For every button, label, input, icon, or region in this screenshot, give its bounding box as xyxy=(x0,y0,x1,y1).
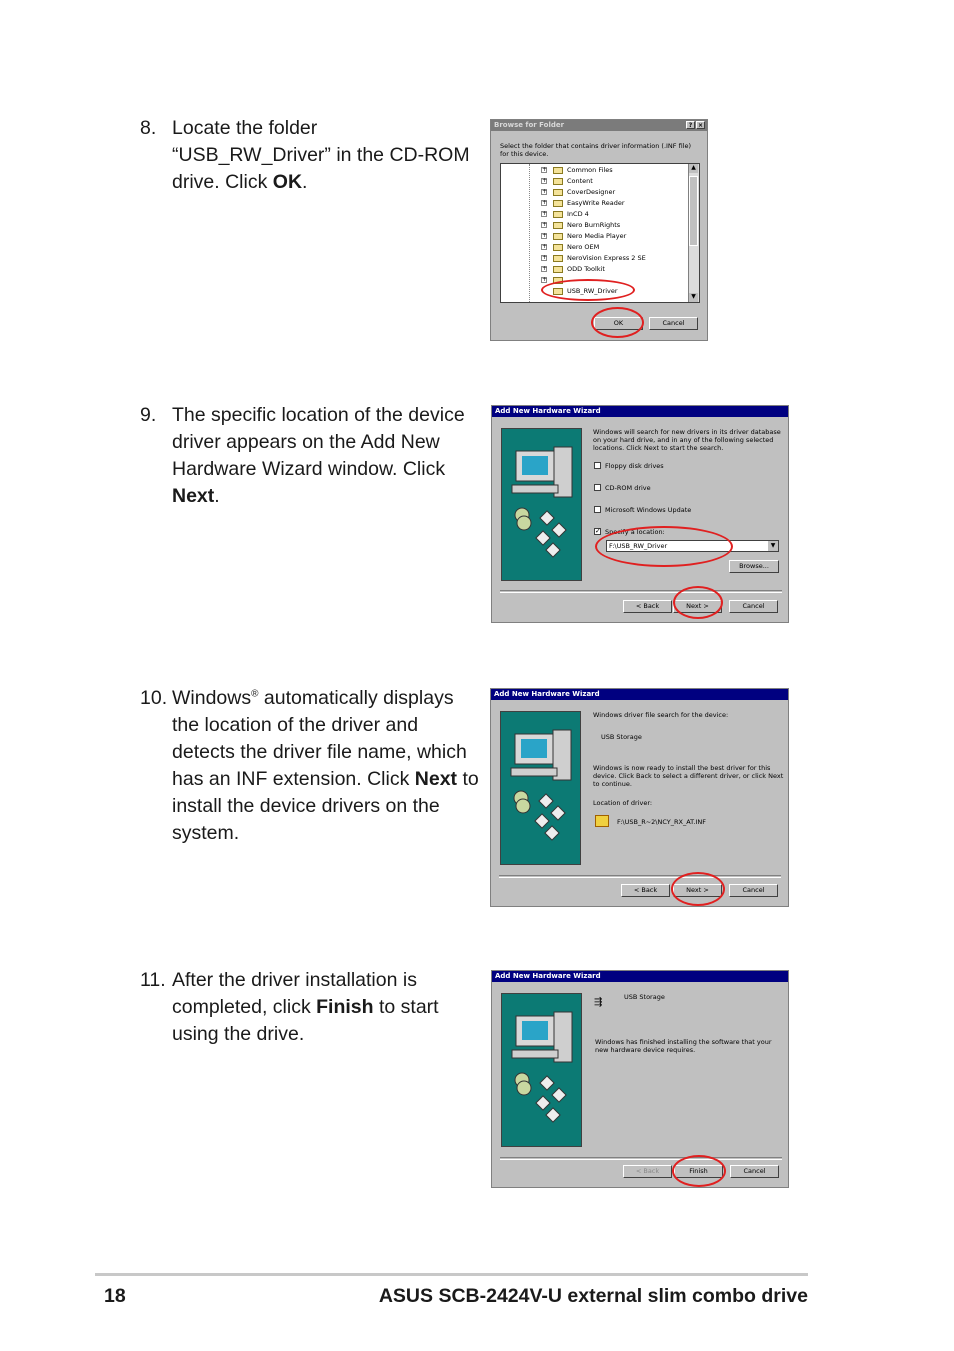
step-text: After the driver installation is completed, click Finish to start using the drive. xyxy=(172,969,439,1045)
tree-item[interactable]: NeroVision Express 2 SE xyxy=(567,254,646,262)
expand-icon[interactable]: + xyxy=(542,265,548,272)
dialog-instruction: Select the folder that contains driver information (.INF file) for this device. xyxy=(500,142,692,158)
highlight-circle xyxy=(671,872,725,906)
next-button[interactable]: Next > xyxy=(673,884,722,897)
expand-icon[interactable]: + xyxy=(542,210,548,217)
wizard-line: Windows driver file search for the device: xyxy=(593,711,729,719)
scroll-up-icon[interactable]: ▲ xyxy=(689,164,698,173)
option-label: Specify a location: xyxy=(605,528,665,536)
highlight-circle xyxy=(595,526,733,567)
cancel-button[interactable]: Cancel xyxy=(649,317,698,330)
floppy-checkbox[interactable] xyxy=(594,462,601,469)
location-label: Location of driver: xyxy=(593,799,653,807)
scroll-thumb[interactable] xyxy=(689,176,698,246)
step-number: 10. xyxy=(140,687,168,709)
expand-icon[interactable]: + xyxy=(542,254,548,261)
expand-icon[interactable]: + xyxy=(542,199,548,206)
manual-title: ASUS SCB-2424V-U external slim combo drive xyxy=(378,1285,808,1307)
highlight-circle xyxy=(591,307,644,338)
tree-item[interactable]: Nero Media Player xyxy=(567,232,627,240)
finish-button[interactable]: Finish xyxy=(674,1165,723,1178)
cancel-button[interactable]: Cancel xyxy=(729,600,778,613)
wizard-line: Windows is now ready to install the best driver for this device. Click Back to select a different driver, or click Next to continue. xyxy=(593,764,784,788)
finish-message: Windows has finished installing the software that your new hardware device requires. xyxy=(595,1038,772,1054)
back-button[interactable]: < Back xyxy=(621,884,670,897)
location-path: F:\USB_R~2\NCY_RX_AT.INF xyxy=(617,818,706,826)
help-button[interactable]: ? xyxy=(686,121,695,129)
step-text: Locate the folder “USB_RW_Driver” in the CD-ROM drive. Click OK. xyxy=(172,117,470,193)
step-10 xyxy=(140,685,480,847)
folder-icon xyxy=(553,211,563,218)
option-label: CD-ROM drive xyxy=(605,484,651,492)
divider xyxy=(500,590,782,593)
folder-icon xyxy=(553,178,563,185)
tree-item[interactable]: InCD 4 xyxy=(567,210,589,218)
folder-icon xyxy=(553,167,563,174)
highlight-circle xyxy=(673,586,723,619)
tree-item[interactable]: Nero OEM xyxy=(567,243,600,251)
footer-rule xyxy=(95,1273,808,1276)
step-number: 11. xyxy=(140,969,166,991)
folder-icon xyxy=(553,200,563,207)
dialog-titlebar: Add New Hardware Wizard xyxy=(492,971,788,982)
tree-item[interactable]: ODD Toolkit xyxy=(567,265,605,273)
option-label: Microsoft Windows Update xyxy=(605,506,692,514)
step-11 xyxy=(140,967,480,1048)
location-combobox[interactable]: F:\USB_RW_Driver ▼ xyxy=(606,540,779,552)
step-text: The specific location of the device driver appears on the Add New Hardware Wizard window. Click Next. xyxy=(172,404,465,507)
wizard-intro: Windows will search for new drivers in its driver database on your hard drive, and in any of the following selected locations. Click Next to start the search. xyxy=(593,428,781,452)
step-number: 9. xyxy=(140,404,157,426)
wizard-finish-dialog xyxy=(491,970,789,1188)
folder-icon xyxy=(553,189,563,196)
ok-button[interactable]: OK xyxy=(594,317,643,330)
expand-icon[interactable]: + xyxy=(542,243,548,250)
page-number: 18 xyxy=(104,1285,126,1307)
tree-item[interactable]: Content xyxy=(567,177,593,185)
highlight-circle xyxy=(541,276,635,301)
tree-scrollbar[interactable] xyxy=(688,164,699,302)
divider xyxy=(499,875,781,878)
folder-icon xyxy=(553,244,563,251)
dialog-titlebar: Add New Hardware Wizard xyxy=(491,689,788,700)
chevron-down-icon[interactable]: ▼ xyxy=(768,541,778,551)
back-button[interactable]: < Back xyxy=(623,600,672,613)
computer-illustration-icon xyxy=(500,711,581,865)
dialog-titlebar: Add New Hardware Wizard xyxy=(492,406,788,417)
option-label: Floppy disk drives xyxy=(605,462,664,470)
folder-icon xyxy=(553,222,563,229)
folder-icon xyxy=(553,233,563,240)
expand-icon[interactable]: + xyxy=(542,188,548,195)
step-text: Windows® automatically displays the location of the driver and detects the driver file name, which has an INF extension. Click Next to install the device drivers on the system. xyxy=(172,687,479,844)
expand-icon[interactable]: + xyxy=(542,276,548,283)
divider xyxy=(500,1157,782,1160)
tree-item[interactable]: Common Files xyxy=(567,166,613,174)
scroll-down-icon[interactable]: ▼ xyxy=(689,293,698,302)
folder-icon xyxy=(553,255,563,262)
step-9 xyxy=(140,402,480,510)
tree-item-usb-rw-driver[interactable]: USB_RW_Driver xyxy=(567,287,618,295)
expand-icon[interactable]: + xyxy=(542,166,548,173)
wizard-found-dialog xyxy=(490,688,789,907)
cancel-button[interactable]: Cancel xyxy=(730,1165,779,1178)
device-name: USB Storage xyxy=(601,733,642,741)
usb-icon: ⇶ xyxy=(594,997,603,1008)
tree-item[interactable]: EasyWrite Reader xyxy=(567,199,625,207)
browse-button[interactable]: Browse... xyxy=(729,560,779,573)
back-button[interactable]: < Back xyxy=(623,1165,672,1178)
close-button[interactable]: × xyxy=(697,122,704,129)
expand-icon[interactable]: + xyxy=(542,232,548,239)
step-8 xyxy=(140,115,480,196)
browse-folder-dialog xyxy=(490,119,708,341)
step-number: 8. xyxy=(140,117,157,139)
tree-item[interactable]: Nero BurnRights xyxy=(567,221,621,229)
tree-item[interactable]: CoverDesigner xyxy=(567,188,616,196)
highlight-circle xyxy=(672,1155,726,1187)
cdrom-checkbox[interactable] xyxy=(594,484,601,491)
next-button[interactable]: Next > xyxy=(673,600,722,613)
cancel-button[interactable]: Cancel xyxy=(729,884,778,897)
computer-illustration-icon xyxy=(501,993,582,1147)
wizard-search-dialog xyxy=(491,405,789,623)
windows-update-checkbox[interactable] xyxy=(594,506,601,513)
expand-icon[interactable]: + xyxy=(542,177,548,184)
computer-illustration-icon xyxy=(501,428,582,581)
expand-icon[interactable]: + xyxy=(542,221,548,228)
folder-icon xyxy=(553,266,563,273)
device-name: USB Storage xyxy=(624,993,665,1001)
inf-file-icon xyxy=(595,815,609,827)
specify-location-checkbox[interactable]: ✓ xyxy=(595,527,601,535)
dialog-titlebar: Browse for Folder ? × xyxy=(491,120,707,131)
